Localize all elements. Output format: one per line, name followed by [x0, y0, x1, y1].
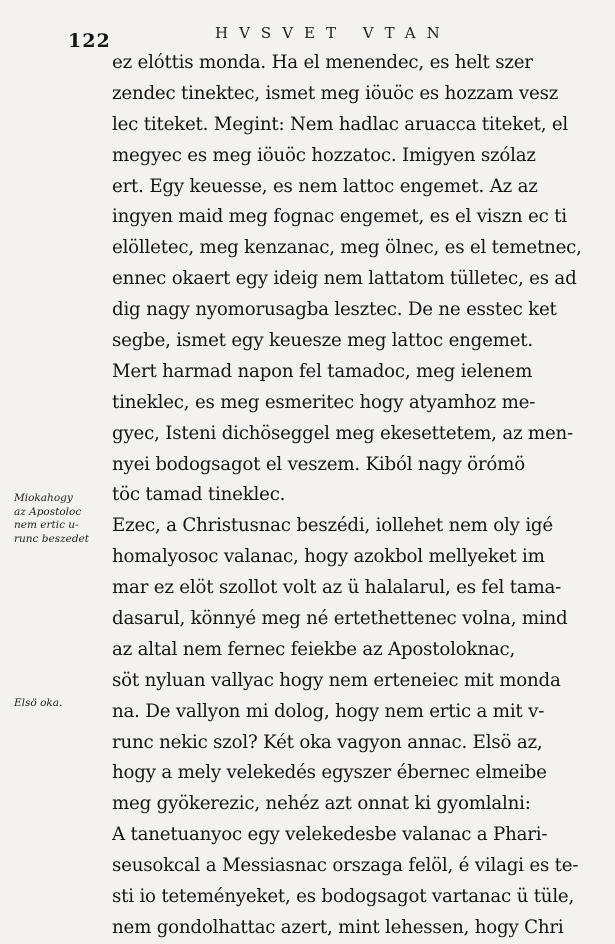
text-line: lec titeket. Megint: Nem hadlac aruacca titeket, el — [112, 113, 569, 135]
text-line: segbe, ismet egy keuesze meg lattoc engemet. — [112, 330, 533, 352]
text-line: ingyen maid meg fognac engemet, es el viszn ec ti — [112, 206, 567, 228]
running-head: HVSVET VTAN — [215, 24, 451, 42]
text-line: zendec tinektec, ismet meg iöuöc es hozzam vesz — [112, 82, 559, 104]
text-line: az altal nem fernec feiekbe az Apostoloknac, — [112, 638, 516, 660]
text-line: elölletec, meg kenzanac, meg ölnec, es el temetnec, — [112, 237, 582, 259]
text-line: na. De vallyon mi dolog, hogy nem ertic a mit v- — [112, 700, 545, 722]
text-line: runc nekic szol? Két oka vagyon annac. Elsö az, — [112, 731, 543, 753]
text-line: dig nagy nyomorusagba lesztec. De ne esstec ket — [112, 299, 557, 321]
text-line: töc tamad tineklec. — [112, 484, 286, 506]
text-line: A tanetuanyoc egy velekedesbe valanac a Phari- — [112, 824, 548, 846]
text-line: homalyosoc valanac, hogy azokbol mellyeket im — [112, 546, 545, 568]
margin-note-line: nem ertic u- — [14, 519, 79, 531]
text-line: ert. Egy keuesse, es nem lattoc engemet. Az az — [112, 175, 538, 197]
margin-note-line: az Apostoloc — [14, 505, 82, 518]
text-line: Ezec, a Christusnac beszédi, iollehet nem oly igé — [112, 515, 553, 537]
text-line: hogy a mely velekedés egyszer ébernec elmeibe — [112, 762, 547, 784]
text-line: nem gondolhattac azert, mint lehessen, hogy Chri — [112, 916, 564, 938]
text-line: gyec, Isteni dichöseggel meg ekesettetem, az men- — [112, 422, 573, 444]
text-line: ennec okaert egy ideig nem lattatom tülletec, es ad — [112, 268, 577, 290]
text-line: mar ez elöt szollot volt az ü halalarul, es fel tama- — [112, 577, 562, 599]
text-line: ez elóttis monda. Ha el menendec, es helt szer — [112, 52, 533, 73]
text-line: söt nyluan vallyac hogy nem erteneiec mit monda — [112, 669, 561, 691]
page-number: 122 — [68, 30, 111, 52]
margin-note-why-apostles — [14, 492, 112, 546]
body-text — [112, 48, 606, 944]
text-line: dasarul, könnyé meg né ertethettenec volna, mind — [112, 608, 568, 630]
text-line: seusokcal a Messiasnac orszaga felöl, é vilagi es te- — [112, 855, 579, 877]
text-line: nyei bodogsagot el veszem. Kiból nagy örómö — [112, 453, 525, 475]
margin-note-line: Miokahogy — [14, 492, 73, 504]
margin-note-line: runc beszedet — [14, 532, 89, 545]
text-line: megyec es meg iöuöc hozzatoc. Imigyen szólaz — [112, 144, 536, 166]
text-line: meg gyökerezic, nehéz azt onnat ki gyomlalni: — [112, 793, 531, 815]
margin-note-first-reason — [14, 697, 112, 711]
margin-note-line: Elsö oka. — [14, 697, 63, 709]
text-line: Mert harmad napon fel tamadoc, meg ielenem — [112, 360, 533, 382]
text-line: tineklec, es meg esmeritec hogy atyamhoz me- — [112, 391, 536, 413]
text-line: sti io teteményeket, es bodogsagot vartanac ü tüle, — [112, 886, 575, 908]
